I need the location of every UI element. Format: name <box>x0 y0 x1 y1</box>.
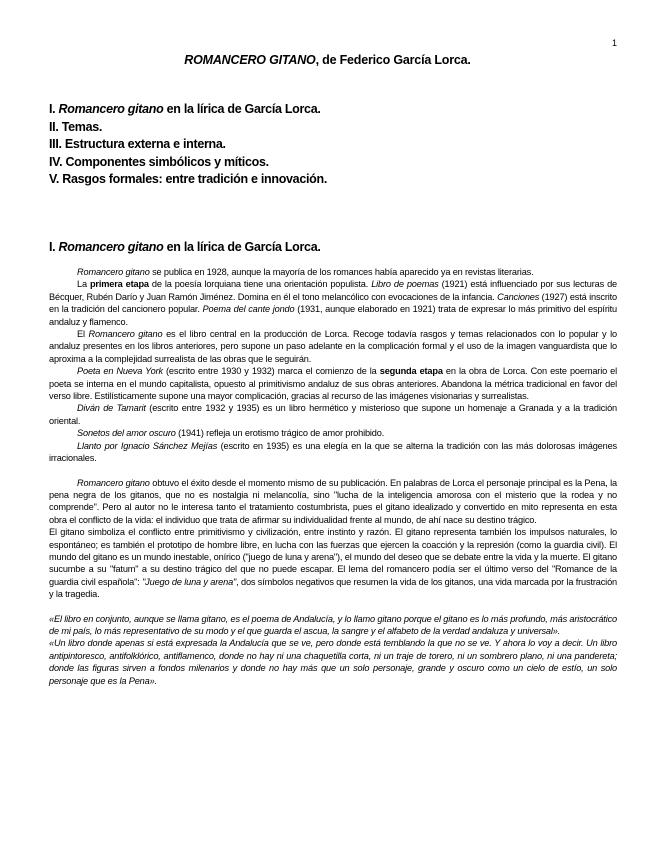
toc-item: III. Estructura externa e interna. <box>49 137 226 151</box>
paragraph: La primera etapa de la poesía lorquiana tiene una orientación populista. Libro de poemas (1921) está influenciado por sus lecturas de Bécquer, Rubén Darío y Juan Ramón Jiménez. Domina en él el tono melancólico con evocaciones de la infancia. Canciones (1927) está inscrito en la tradición del cancionero popular. Poema del cante jondo (1931, aunque elaborado en 1921) trata de expresar lo más primitivo del espíritu andaluz y flamenco. <box>49 279 618 327</box>
toc-item: II. Temas. <box>49 119 103 134</box>
title-author: , de Federico García Lorca. <box>315 53 471 67</box>
table-of-contents <box>49 101 327 189</box>
body-text <box>49 266 617 687</box>
paragraph: Llanto por Ignacio Sánchez Mejías (escrito en 1935) es una elegía en la que se alterna la tradición con las más dolorosas imágenes irracionales. <box>49 440 618 464</box>
paragraph: Diván de Tamarit (escrito entre 1932 y 1935) es un libro hermético y misterioso que supone un homenaje a Granada y a la tradición oriental. <box>49 403 617 426</box>
paragraph: Sonetos del amor oscuro (1941) refleja un erotismo trágico de amor prohibido. <box>77 428 385 439</box>
paragraph: El gitano simboliza el conflicto entre primitivismo y civilización, entre instinto y razón. El gitano representa también los impulsos naturales, lo espontáneo; es también el prototipo de hombre libre, en lucha con las fuerzas que ejercen la coacción y la represión (como la guardia civil). El mundo del gitano es un mundo inestable, onírico ("juego de luna y arena"), el mundo del deseo que se debate entre la vida y la muerte. El gitano sucumbe a su "fatum" a su destino trágico del que no puede escapar. El lema del romancero podía ser el último verso del "Romance de la guardia civil española": "Juego de luna y arena", dos símbolos negativos que resumen la vida de los gitanos, una vida marcada por la frustración y la tragedia. <box>49 527 617 600</box>
title-work: ROMANCERO GITANO <box>184 53 316 67</box>
document-title <box>0 53 655 67</box>
section-heading: I. Romancero gitano en la lírica de García Lorca. <box>49 240 321 254</box>
paragraph: Romancero gitano obtuvo el éxito desde el momento mismo de su publicación. En palabras de Lorca el personaje principal es la Pena, la pena negra de los gitanos, que no es nostalgia ni melancolía, sino "lucha de la inteligencia amorosa con el misterio que la rodea y no comprende". Pero al autor no le interesa tanto el tratamiento costumbrista, pues el gitano idealizado y convertido en mito representa en esta obra el conflicto de la vida: el individuo que trata de afirmar su individualidad frente al mundo, de ahí nace su destino trágico. <box>49 477 617 525</box>
toc-item: I. Romancero gitano en la lírica de García Lorca. <box>49 102 321 116</box>
quote: «Un libro donde apenas si está expresada la Andalucía que se ve, pero donde está temblando la que no se ve. Y ahora lo voy a decir. Un libro antipintoresco, antifolklórico, antiflamenco, donde no hay ni una chaquetilla corta, ni un traje de torero, ni un sombrero plano, ni una pandereta; donde las figuras sirven a fondos milenarios y donde no hay más que un solo personaje, grande y oscuro como un cielo de estío, un solo personaje que es la Pena». <box>49 638 617 686</box>
paragraph: Romancero gitano se publica en 1928, aunque la mayoría de los romances había aparecido ya en revistas literarias. <box>77 267 534 277</box>
paragraph: Poeta en Nueva York (escrito entre 1930 y 1932) marca el comienzo de la segunda etapa en la obra de Lorca. Con este poemario el poeta se interna en el mundo capitalista, opuesto al primitivismo andaluz de sus obras anteriores. Abandona la métrica tradicional en favor del verso libre. Estilísticamente supone una mayor complicación, gracias al recurso de las imágenes visionarias y surrealistas. <box>49 366 618 402</box>
quote: «El libro en conjunto, aunque se llama gitano, es el poema de Andalucía, y lo llamo gitano porque el gitano es lo más profundo, más aristocrático de mi país, lo más representativo de su modo y el que guarda el ascua, la sangre y el alfabeto de la verdad andaluza y universal». <box>49 613 617 636</box>
toc-item: V. Rasgos formales: entre tradición e innovación. <box>49 172 328 186</box>
toc-item: IV. Componentes simbólicos y míticos. <box>49 154 269 169</box>
page-number: 1 <box>612 38 618 48</box>
paragraph: El Romancero gitano es el libro central en la producción de Lorca. Recoge todavía rasgos y temas relacionados con lo popular y lo andaluz presentes en los libros anteriores, pero supone un paso adelante en la complicación formal y el uso de la imagen vanguardista que lo aproxima a la complejidad surrealista de las obras que le seguirán. <box>49 329 617 364</box>
